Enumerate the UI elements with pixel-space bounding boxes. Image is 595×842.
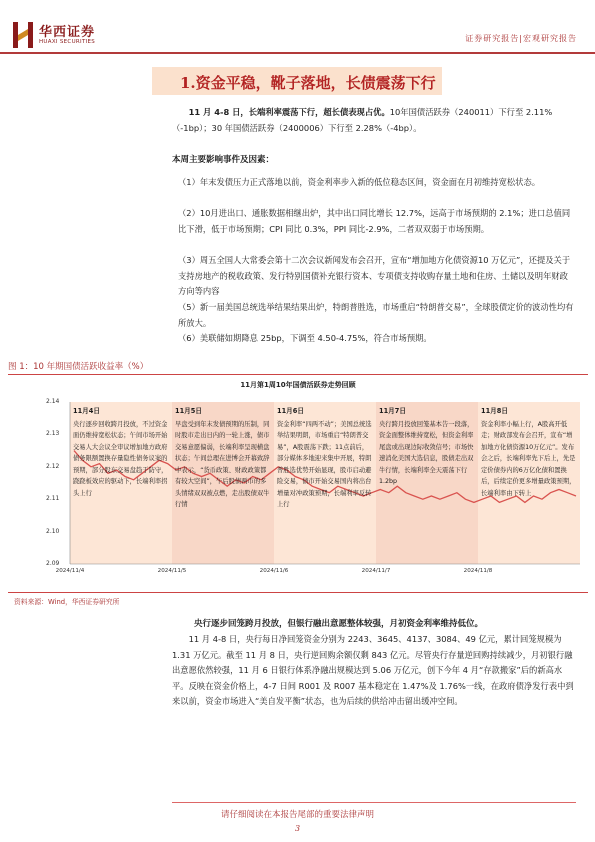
annotation-box — [277, 406, 373, 511]
yield-chart — [8, 378, 588, 590]
brand-name: 华西证券 — [39, 25, 96, 40]
x-tick-label: 2024/11/5 — [157, 568, 187, 574]
liquidity-paragraph — [172, 632, 576, 710]
annotation-text: 早盘受到年末发债预期的压制，同时股市走出日内的一轮上涨，债市交易意愿偏弱，长端利率呈现横盘状态；午间总理在进博会开幕致辞中表示，“货币政策、财政政策都有较大空间”，午后股债两市的多头情绪双双被点燃，走出股债双牛行情 — [175, 420, 270, 508]
report-type: 证券研究报告|宏观研究报告 — [465, 34, 577, 43]
figure-divider — [8, 374, 588, 375]
y-tick-label: 2.13 — [46, 430, 60, 438]
intro-paragraph — [172, 105, 576, 136]
annotation-box — [481, 406, 577, 499]
event-item: （6）美联储如期降息 25bp，下调至 4.50-4.75%，符合市场预期。 — [178, 333, 432, 343]
x-tick-label: 2024/11/8 — [463, 568, 493, 574]
figure-source: 资料来源：Wind，华西证券研究所 — [14, 598, 120, 606]
annotation-text: 资金利率“四两不动”；美国总统选举结果明朗，市场重启“特朗普交易”，A股震荡下跌；11点前后，部分媒体多地迎来集中开展，特朗普胜选优势开始显现，股市启动避险交易，债市开始交易国内将出台增量对冲政策预期，长端利率反转上行 — [277, 420, 372, 508]
page-number: 3 — [294, 824, 301, 833]
figure-caption: 图 1：10 年期国债活跃收益率（%） — [8, 362, 149, 372]
liquidity-text: 11 月 4-8 日，央行每日净回笼资金分别为 2243、3645、4137、3084、49 亿元，累计回笼规模为 1.31 万亿元。截至 11 月 8 日，央行逆回购余额仅剩 843 亿元。尽管央行存量逆回购持续减少，月初银行融出意愿依然较强，11 月 6 日银行体系净融出规模达到 5.06 万亿元，创下今年 4 月“存款搬家”后的新高水平。反映在资金价格上，4-7 日间 R001 及 R007 基本稳定在 1.47%及 1.76%一线，在政府债净发行表中到来以前，资金市场进入“美自发平衡”状态，也为后续的供给冲击留出缓冲空间。 — [172, 634, 574, 706]
section-title: 1.资金平稳，靴子落地，长债震荡下行 — [180, 74, 436, 92]
legal-notice: 请仔细阅读在本报告尾部的重要法律声明 — [220, 810, 374, 820]
annotation-text: 资金利率小幅上行，A股高开低走；财政部发布会召开，宣布“增加地方化债资源10万亿元”。发布会之后，长端利率先下后上，先是定价债券内的6万亿化债和置换后，后续定价更多增量政策预期，长端利率由下转上 — [481, 420, 576, 497]
annotation-date: 11月5日 — [175, 407, 202, 415]
event-item: （2）10月进出口、通胀数据相继出炉，其中出口同比增长 12.7%，远高于市场预期的 2.1%；进口总值同比下滑，低于市场预期；CPI 同比 0.3%，PPI 同比-2.9%，二者双双弱于市场预期。 — [178, 208, 571, 234]
x-tick-label: 2024/11/7 — [361, 568, 391, 574]
annotation-date: 11月8日 — [481, 407, 508, 415]
annotation-date: 11月7日 — [379, 407, 406, 415]
y-tick-label: 2.11 — [46, 495, 60, 503]
key-events-heading: 本周主要影响事件及因素： — [172, 155, 275, 165]
event-item: （3）周五全国人大常委会第十二次会议新闻发布会召开，宣布“增加地方化债资源10 万亿元”，还提及关于支持房地产的税收政策、发行特别国债补充银行资本、专项债支持收购存量土地和住房、土储以及明年财政方向等内容 — [178, 255, 571, 296]
y-tick-label: 2.09 — [46, 560, 60, 567]
brand-name-en: HUAXI SECURITIES — [39, 39, 96, 45]
y-tick-label: 2.10 — [46, 527, 60, 535]
liquidity-heading: 央行逐步回笼跨月投放，但银行融出意愿整体较强，月初资金利率维持低位。 — [194, 619, 484, 629]
annotation-date: 11月6日 — [277, 407, 304, 415]
annotation-text: 央行跨月投放回笼基本告一段落，资金面整体维持宽松，但资金利率尾盘或出现边际收敛信号；市场快速消化美国大选信息，股债走出双牛行情，长端利率全天震荡下行1.2bp — [379, 420, 474, 485]
y-tick-label: 2.14 — [46, 398, 60, 405]
annotation-box — [175, 406, 271, 511]
header-divider — [0, 52, 595, 54]
x-tick-label: 2024/11/4 — [55, 568, 85, 574]
annotation-box — [379, 406, 475, 488]
intro-lead: 11 月 4-8 日，长端利率震荡下行，超长债表现占优。 — [188, 107, 390, 117]
source-divider — [8, 592, 588, 593]
event-item: （5）新一届美国总统选举结果结果出炉，特朗普胜选，市场重启“特朗普交易”，全球股债定价的波动性均有所放大。 — [178, 302, 574, 328]
annotation-date: 11月4日 — [73, 407, 100, 415]
annotation-text: 央行逐步回收跨月投放，不过资金面仍维持宽松状态；午间市场开始交易人大会议全审议增加地方政府债务限额置换存量隐性债务议案的预期，部分股东交易盘趋于防守，跷跷板效应的驱动下，长端利率拐头上行 — [73, 420, 168, 497]
x-tick-label: 2024/11/6 — [259, 568, 289, 574]
event-item: （1）年末发债压力正式落地以前，资金利率步入新的低位稳态区间，资金面在月初维持宽松状态。 — [178, 177, 541, 187]
annotation-box — [73, 406, 169, 499]
footer-divider — [172, 802, 576, 803]
y-tick-label: 2.12 — [46, 462, 60, 470]
huaxi-logo-icon — [12, 20, 34, 50]
chart-title: 11月第1周10年国债活跃券走势回顾 — [240, 381, 356, 389]
intro-text: 10年国债活跃券（240011）下行至 2.11%（-1bp）；30 年国债活跃券（2400006）下行至 2.28%（-4bp）。 — [172, 107, 553, 133]
